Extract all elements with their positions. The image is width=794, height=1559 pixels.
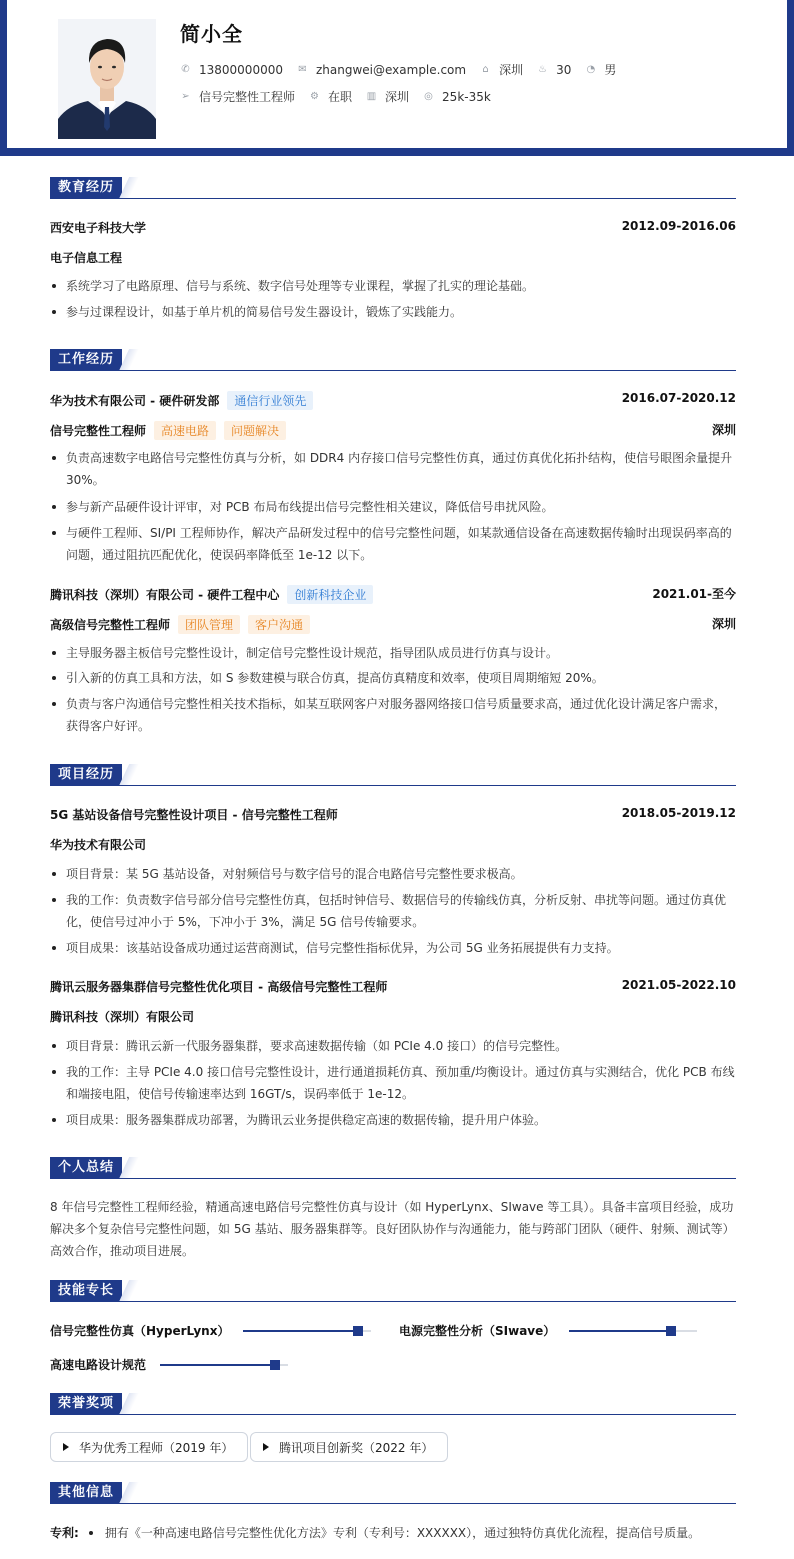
salary-text: 25k-35k: [442, 89, 491, 104]
company-name: 华为技术有限公司 - 硬件研发部: [50, 394, 220, 408]
company-line: [50, 391, 313, 410]
section-rule: [50, 1178, 736, 1179]
phone-item: [180, 63, 283, 77]
job-bullet: 负责与客户沟通信号完整性相关技术指标，如某互联网客户对服务器网络接口信号质量要求高，通过优化设计满足客户需求，获得客户好评。: [50, 693, 736, 737]
skill-level-bar: [569, 1330, 697, 1332]
project-bullet: 项目成果：服务器集群成功部署，为腾讯云业务提供稳定高速的数据传输，提升用户体验。: [50, 1109, 736, 1131]
job-intent-row: [180, 88, 505, 105]
section-awards: [50, 1393, 736, 1417]
age-text: 30: [556, 62, 572, 77]
phone-icon: ✆: [181, 64, 190, 75]
home-icon: ⌂: [482, 64, 489, 75]
project-bullet: 我的工作：负责数字信号部分信号完整性仿真，包括时钟信号、数据信号的传输线仿真，分析反射、串扰等问题。通过仿真优化，使信号过冲小于 5%，下冲小于 3%，满足 5G 信号传输要求。: [50, 889, 736, 933]
skill-name: 电源完整性分析（SIwave）: [399, 1324, 556, 1338]
avatar-portrait: [58, 19, 156, 139]
section-rule: [50, 785, 736, 786]
job-title-line: [50, 615, 310, 634]
section-rule: [50, 370, 736, 371]
skill-name: 高速电路设计规范: [50, 1358, 147, 1372]
project-bullet: 项目背景：某 5G 基站设备，对射频信号与数字信号的混合电路信号完整性要求极高。: [50, 863, 736, 885]
other-text: 拥有《一种高速电路信号完整性优化方法》专利（专利号：XXXXXX），通过独特仿真优化流程，提高信号质量。: [104, 1526, 701, 1540]
company-name: 腾讯科技（深圳）有限公司 - 硬件工程中心: [50, 588, 280, 602]
section-other: [50, 1482, 736, 1506]
summary-text: 8 年信号完整性工程师经验，精通高速电路信号完整性仿真与设计（如 HyperLynx、SIwave 等工具）。具备丰富项目经验，成功解决多个复杂信号完整性问题，如 5G 基站、服务器集群等。良好团队协作与沟通能力，能与跨部门团队（硬件、射频、测试等）高效合作，推动项目进展。: [50, 1200, 735, 1258]
section-education: [50, 177, 736, 201]
section-title: 技能专长: [50, 1280, 122, 1302]
email-text: zhangwei@example.com: [315, 62, 467, 77]
project-company: 腾讯科技（深圳）有限公司: [50, 1010, 195, 1024]
project-date: 2021.05-2022.10: [621, 978, 736, 992]
section-summary: [50, 1157, 736, 1181]
award-card: [250, 1432, 448, 1462]
skill-level-fill: [160, 1364, 275, 1366]
job-city: 深圳: [711, 617, 736, 631]
skill-level-fill: [569, 1330, 671, 1332]
project-date: 2018.05-2019.12: [621, 806, 736, 820]
job-date: 2016.07-2020.12: [621, 391, 736, 405]
building-icon: ▥: [366, 91, 377, 102]
job-bullet: 与硬件工程师、SI/PI 工程师协作，解决产品研发过程中的信号完整性问题，如某款通信设备在高速数据传输时出现误码率高的问题，通过阻抗匹配优化，使误码率降低至 1e-12 以下。: [50, 522, 736, 566]
job-bullet: 参与新产品硬件设计评审，对 PCB 布局布线提出信号完整性相关建议，降低信号串扰风险。: [50, 496, 736, 518]
section-rule: [50, 1301, 736, 1302]
age-item: [537, 63, 571, 77]
section-title: 其他信息: [50, 1482, 122, 1504]
school-name: 西安电子科技大学: [50, 221, 147, 235]
skill-name: 信号完整性仿真（HyperLynx）: [50, 1324, 230, 1338]
award-text: 华为优秀工程师（2019 年）: [79, 1440, 234, 1455]
job-date: 2021.01-至今: [652, 587, 736, 601]
skill-level-marker: [270, 1360, 280, 1370]
mail-icon: ✉: [298, 64, 307, 75]
play-triangle-icon: [263, 1443, 269, 1451]
section-skills: [50, 1280, 736, 1304]
gender-icon: ◔: [586, 64, 596, 75]
skill-level-marker: [666, 1326, 676, 1336]
gender-item: [585, 61, 616, 78]
award-text: 腾讯项目创新奖（2022 年）: [279, 1440, 434, 1455]
skill-level-fill: [243, 1330, 358, 1332]
cake-icon: ♨: [538, 64, 548, 75]
contact-row: [180, 61, 630, 78]
project-bullet: 我的工作：主导 PCIe 4.0 接口信号完整性设计，进行通道损耗仿真、预加重/均衡设计。通过仿真与实测结合，优化 PCB 布线和端接电阻，使信号传输速率达到 16GT/s，误码率低于 1e-12。: [50, 1061, 736, 1105]
city-text: 深圳: [499, 63, 524, 77]
job-bullet: 主导服务器主板信号完整性设计，制定信号完整性设计规范，指导团队成员进行仿真与设计。: [50, 642, 736, 664]
header-divider-band: [0, 148, 794, 156]
section-title: 项目经历: [50, 764, 122, 786]
other-info-line: [50, 1524, 700, 1541]
bullet-dot: [89, 1531, 93, 1535]
section-title: 个人总结: [50, 1157, 122, 1179]
resume-header: [7, 0, 787, 148]
section-rule: [50, 1414, 736, 1415]
other-label: 专利:: [50, 1526, 79, 1540]
education-bullet: 系统学习了电路原理、信号与系统、数字信号处理等专业课程，掌握了扎实的理论基础。: [50, 275, 736, 297]
award-card: [50, 1432, 248, 1462]
role-text: 信号完整性工程师: [199, 90, 296, 104]
project-bullet: 项目背景：腾讯云新一代服务器集群，要求高速数据传输（如 PCIe 4.0 接口）的信号完整性。: [50, 1035, 736, 1057]
section-work: [50, 349, 736, 373]
skill-tag: 客户沟通: [248, 615, 310, 634]
skill-item: [399, 1322, 697, 1339]
project-name: 5G 基站设备信号完整性设计项目 - 信号完整性工程师: [50, 808, 338, 822]
company-line: [50, 585, 373, 604]
gear-icon: ⚙: [310, 91, 319, 102]
skill-tag: 高速电路: [154, 421, 216, 440]
section-title: 教育经历: [50, 177, 122, 199]
section-title: 工作经历: [50, 349, 122, 371]
avatar-photo: [58, 19, 156, 139]
skill-level-bar: [243, 1330, 371, 1332]
company-tag: 通信行业领先: [227, 391, 313, 410]
coin-icon: ◎: [424, 91, 433, 102]
section-rule: [50, 1503, 736, 1504]
status-text: 在职: [328, 90, 353, 104]
city-item: [480, 61, 523, 78]
left-accent-bar: [0, 0, 7, 155]
gender-text: 男: [604, 63, 617, 77]
job-bullet: 引入新的仿真工具和方法，如 S 参数建模与联合仿真，提高仿真精度和效率，使项目周期缩短 20%。: [50, 667, 736, 689]
major-name: 电子信息工程: [50, 251, 123, 265]
play-triangle-icon: [63, 1443, 69, 1451]
project-bullet: 项目成果：该基站设备成功通过运营商测试，信号完整性指标优异，为公司 5G 业务拓展提供有力支持。: [50, 937, 736, 959]
section-title: 荣誉奖项: [50, 1393, 122, 1415]
skill-level-marker: [353, 1326, 363, 1336]
status-item: [309, 88, 352, 105]
job-city: 深圳: [711, 423, 736, 437]
job-bullet: 负责高速数字电路信号完整性仿真与分析，如 DDR4 内存接口信号完整性仿真，通过仿真优化拓扑结构，使信号眼图余量提升 30%。: [50, 447, 736, 491]
salary-item: [423, 90, 491, 104]
skill-tag: 问题解决: [224, 421, 286, 440]
education-date: 2012.09-2016.06: [621, 219, 736, 233]
right-accent-bar: [787, 0, 794, 155]
target-city-text: 深圳: [385, 90, 410, 104]
skill-level-bar: [160, 1364, 288, 1366]
skill-item: [50, 1356, 288, 1373]
job-title: 信号完整性工程师: [50, 424, 147, 438]
project-name: 腾讯云服务器集群信号完整性优化项目 - 高级信号完整性工程师: [50, 980, 388, 994]
candidate-name: 简小全: [180, 22, 243, 46]
email-item: [297, 63, 466, 77]
skill-item: [50, 1322, 371, 1339]
phone-text: 13800000000: [199, 62, 283, 77]
send-icon: ➢: [181, 91, 190, 102]
job-title: 高级信号完整性工程师: [50, 618, 171, 632]
education-bullet: 参与过课程设计，如基于单片机的简易信号发生器设计，锻炼了实践能力。: [50, 301, 736, 323]
section-rule: [50, 198, 736, 199]
target-city-item: [366, 88, 409, 105]
section-projects: [50, 764, 736, 788]
project-company: 华为技术有限公司: [50, 838, 147, 852]
skill-tag: 团队管理: [178, 615, 240, 634]
company-tag: 创新科技企业: [287, 585, 373, 604]
job-title-line: [50, 421, 286, 440]
role-item: [180, 88, 295, 105]
